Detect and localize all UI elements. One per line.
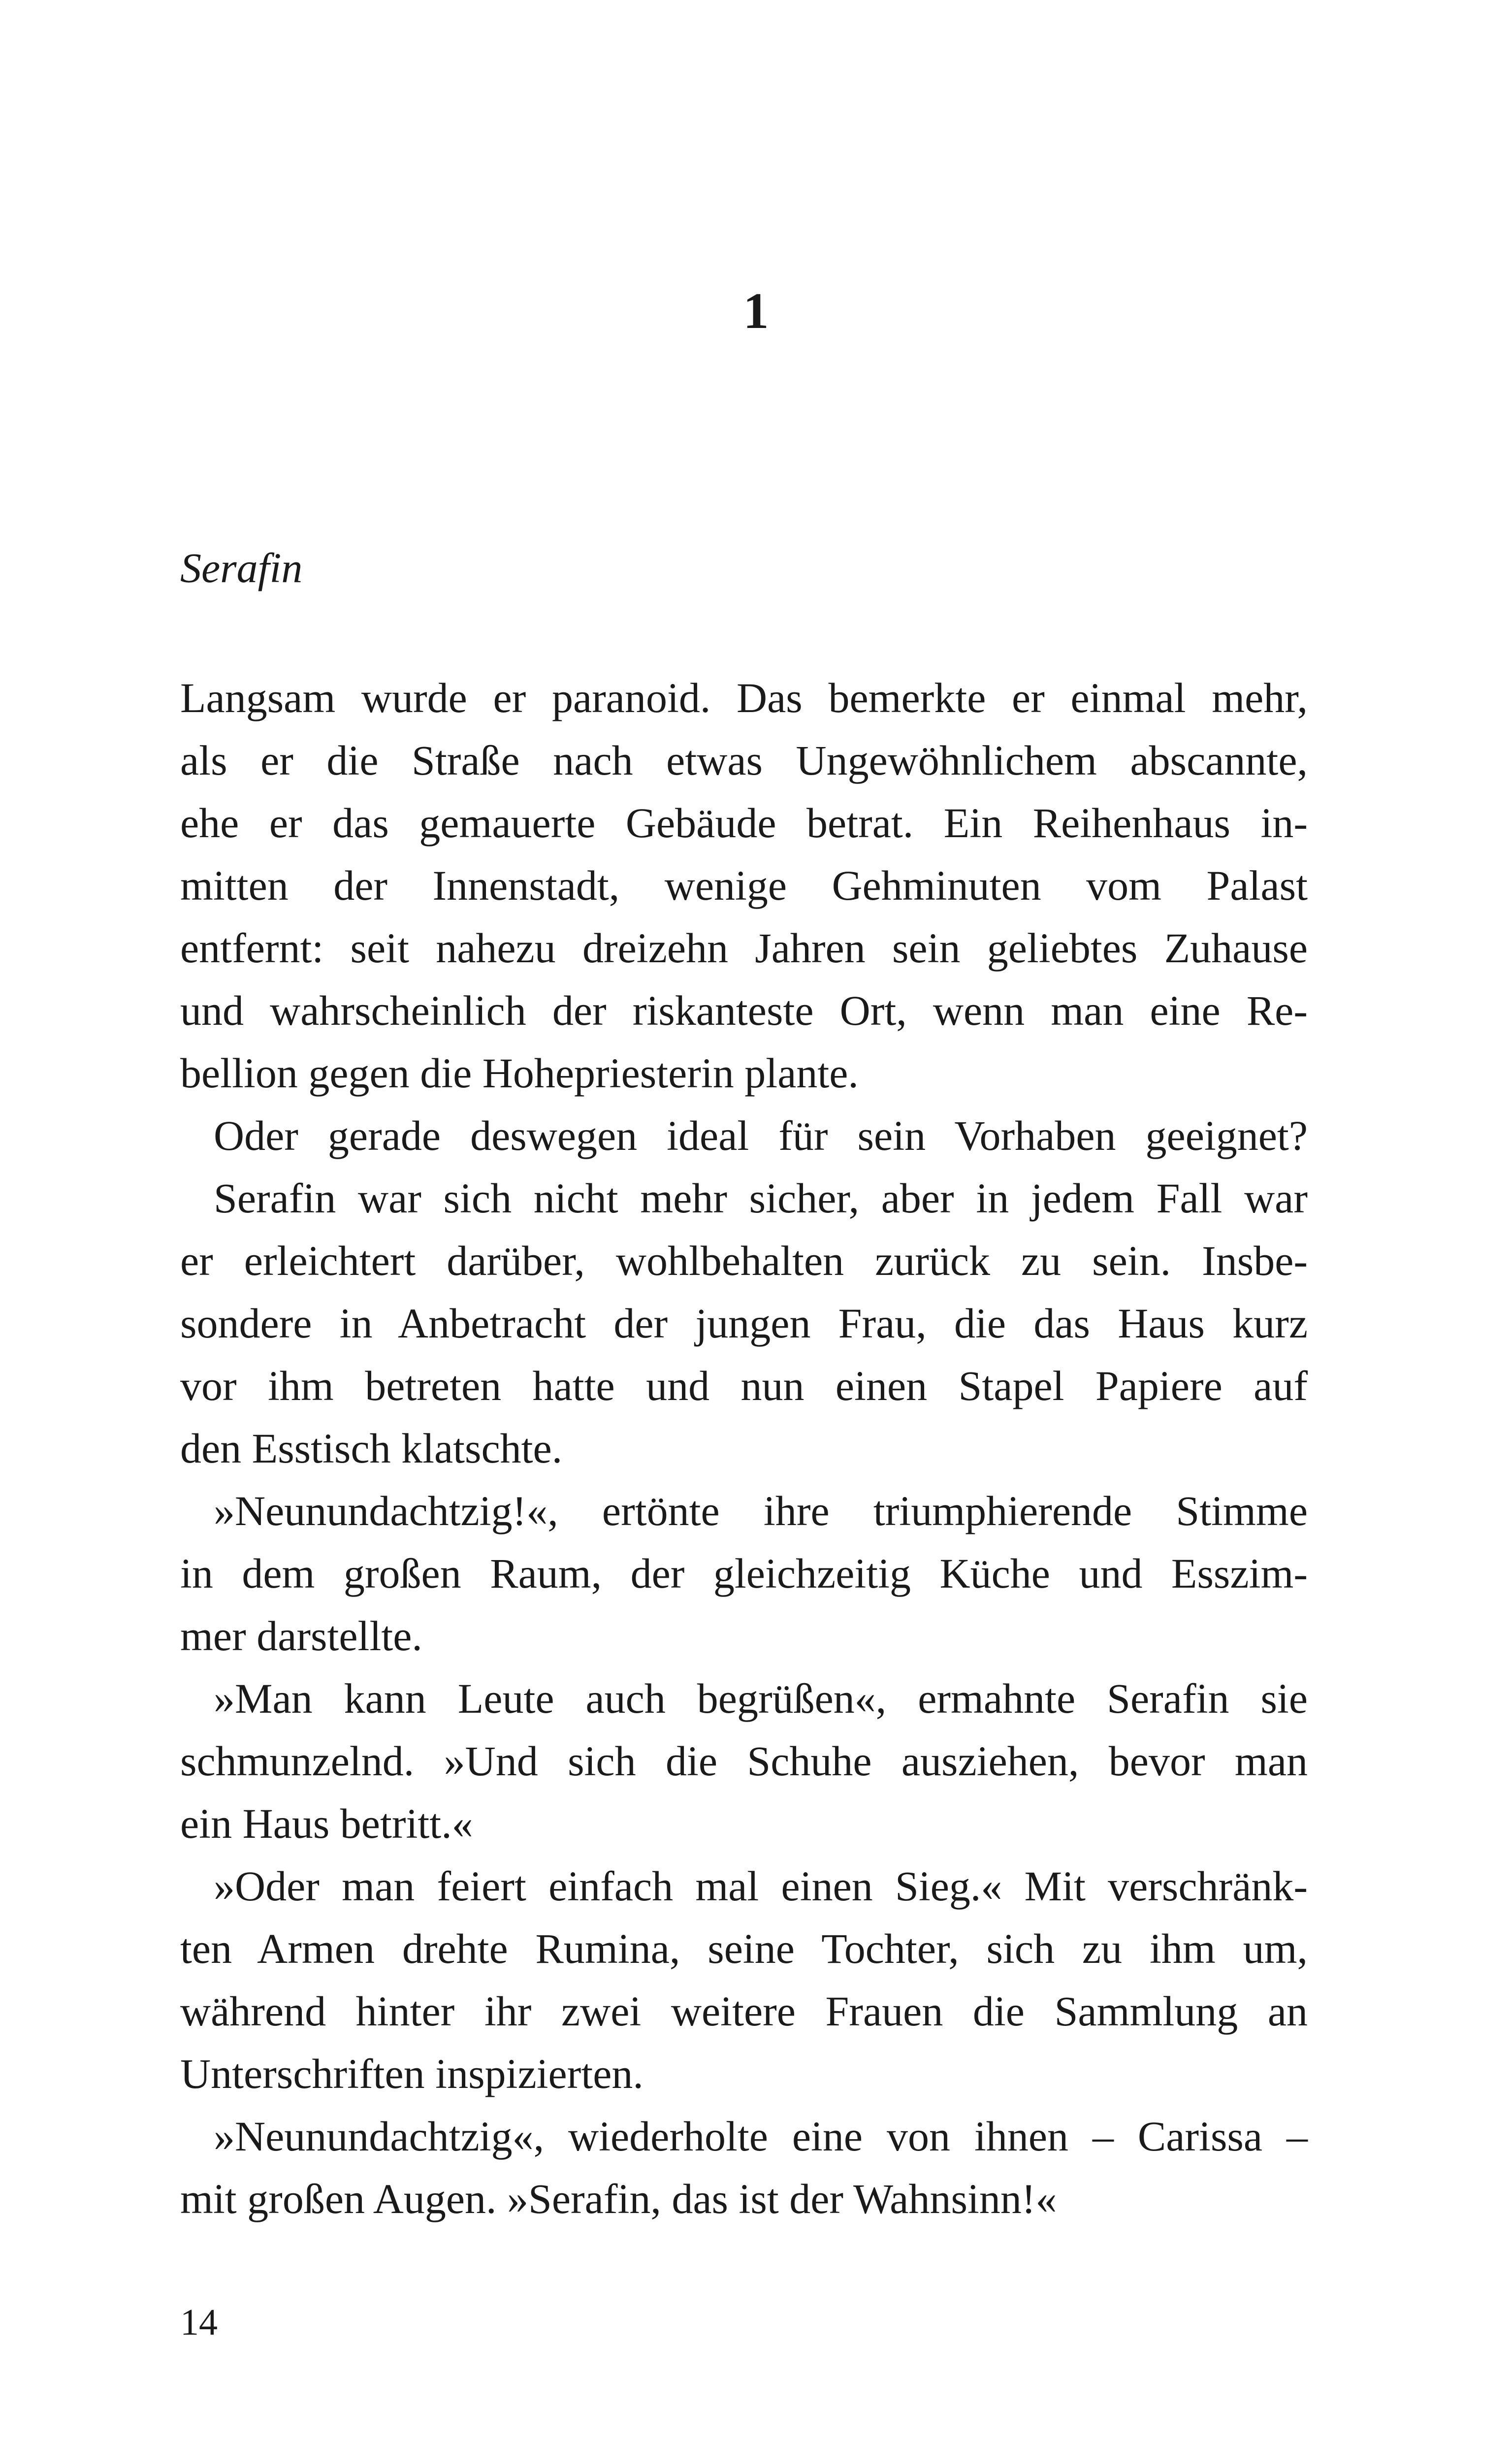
text-line: den Esstisch klatschte.: [180, 1425, 563, 1472]
text-line: ein Haus betritt.«: [180, 1800, 473, 1847]
text-line: ehe er das gemauerte Gebäude betrat. Ein Reihenhaus in-: [180, 799, 1308, 847]
text-line: Langsam wurde er paranoid. Das bemerkte er einmal mehr,: [180, 674, 1308, 721]
text-line: ten Armen drehte Rumina, seine Tochter, sich zu ihm um,: [180, 1925, 1308, 1972]
page-number: 14: [180, 2302, 218, 2343]
chapter-number: 1: [743, 283, 769, 339]
text-line: »Man kann Leute auch begrüßen«, ermahnte Serafin sie: [214, 1675, 1308, 1722]
text-line: »Oder man feiert einfach mal einen Sieg.« Mit verschränk-: [214, 1862, 1308, 1910]
text-line: schmunzelnd. »Und sich die Schuhe ausziehen, bevor man: [180, 1737, 1308, 1785]
text-line: vor ihm betreten hatte und nun einen Stapel Papiere auf: [180, 1362, 1308, 1409]
text-line: Serafin war sich nicht mehr sicher, aber in jedem Fall war: [214, 1174, 1308, 1222]
text-line: er erleichtert darüber, wohlbehalten zurück zu sein. Insbe-: [180, 1237, 1308, 1284]
text-line: mit großen Augen. »Serafin, das ist der Wahnsinn!«: [180, 2175, 1057, 2222]
text-line: Oder gerade deswegen ideal für sein Vorhaben geeignet?: [214, 1112, 1308, 1159]
section-title: Serafin: [180, 544, 303, 591]
text-line: »Neunundachtzig!«, ertönte ihre triumphierende Stimme: [214, 1487, 1308, 1534]
text-line: während hinter ihr zwei weitere Frauen die Sammlung an: [180, 1987, 1308, 2035]
text-line: Unterschriften inspizierten.: [180, 2050, 643, 2097]
text-line: mer darstellte.: [180, 1612, 422, 1660]
text-line: »Neunundachtzig«, wiederholte eine von ihnen – Carissa –: [214, 2113, 1308, 2160]
text-line: sondere in Anbetracht der jungen Frau, die das Haus kurz: [180, 1300, 1308, 1347]
text-line: entfernt: seit nahezu dreizehn Jahren sein geliebtes Zuhause: [180, 924, 1308, 972]
text-line: bellion gegen die Hohepriesterin plante.: [180, 1049, 859, 1097]
text-line: in dem großen Raum, der gleichzeitig Küche und Esszim-: [180, 1550, 1308, 1597]
text-line: als er die Straße nach etwas Ungewöhnlichem abscannte,: [180, 737, 1308, 784]
body-text: [180, 667, 1308, 2230]
text-line: mitten der Innenstadt, wenige Gehminuten vom Palast: [180, 862, 1308, 909]
text-line: und wahrscheinlich der riskanteste Ort, wenn man eine Re-: [180, 987, 1308, 1034]
